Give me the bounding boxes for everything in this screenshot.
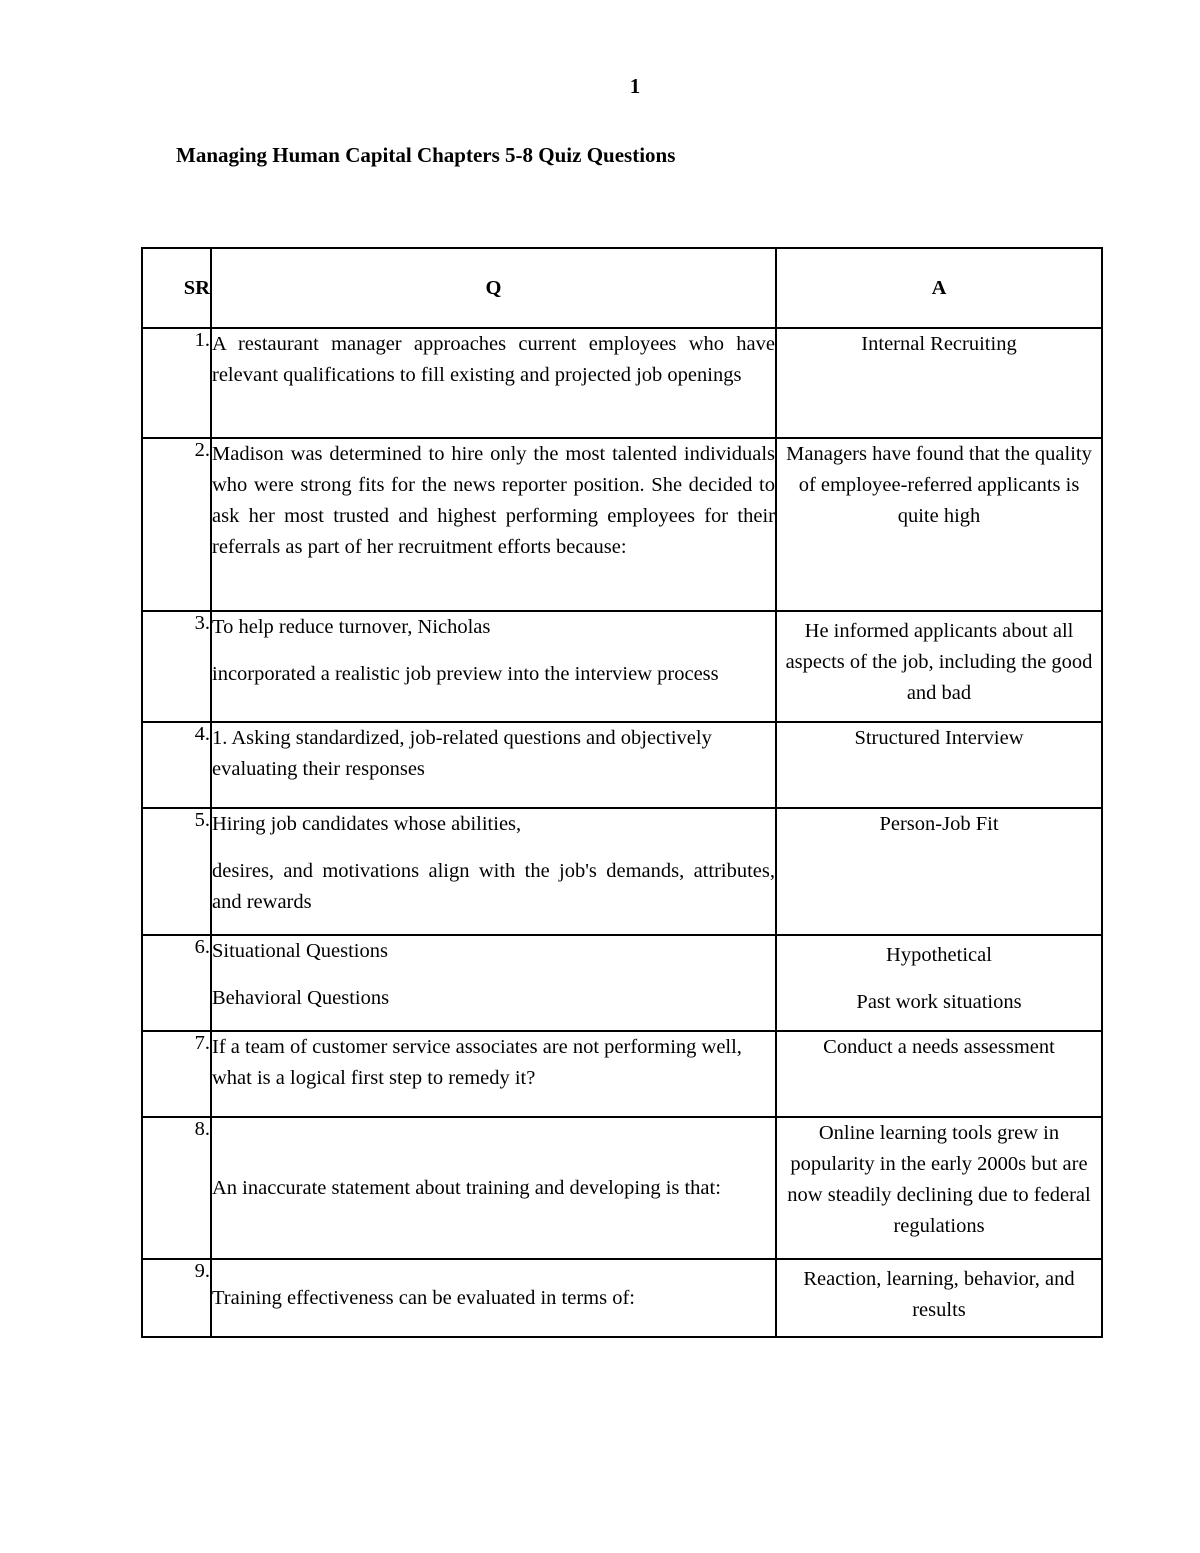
question-cell bbox=[211, 722, 776, 808]
answer-text: Past work situations bbox=[856, 991, 1022, 1013]
answer-text: Person-Job Fit bbox=[879, 813, 999, 835]
question-cell bbox=[211, 1117, 776, 1259]
question-cell bbox=[211, 935, 776, 1031]
answer-text: Hypothetical bbox=[886, 944, 992, 966]
table-row bbox=[142, 1259, 1102, 1337]
header-q: Q bbox=[211, 248, 776, 328]
row-number: 7. bbox=[142, 1031, 211, 1117]
question-text: Hiring job candidates whose abilities, bbox=[212, 813, 522, 835]
row-number: 6. bbox=[142, 935, 211, 1031]
row-number: 2. bbox=[142, 438, 211, 611]
header-sr: SR bbox=[142, 248, 211, 328]
answer-text: Structured Interview bbox=[854, 727, 1024, 749]
question-cell bbox=[211, 438, 776, 611]
answer-cell bbox=[776, 1259, 1102, 1337]
quiz-table bbox=[141, 247, 1103, 1338]
answer-text: Reaction, learning, behavior, and results bbox=[803, 1268, 1075, 1321]
question-text: Behavioral Questions bbox=[212, 987, 390, 1009]
question-text: Situational Questions bbox=[212, 940, 388, 962]
header-a: A bbox=[776, 248, 1102, 328]
table-row bbox=[142, 808, 1102, 935]
answer-cell bbox=[776, 1117, 1102, 1259]
row-number: 1. bbox=[142, 328, 211, 438]
answer-cell bbox=[776, 1031, 1102, 1117]
question-text: incorporated a realistic job preview into the interview process bbox=[212, 663, 719, 685]
question-cell bbox=[211, 808, 776, 935]
answer-text: Online learning tools grew in popularity in the early 2000s but are now steadily declining due to federal regulations bbox=[787, 1122, 1091, 1237]
answer-cell bbox=[776, 722, 1102, 808]
row-number: 5. bbox=[142, 808, 211, 935]
question-cell bbox=[211, 328, 776, 438]
document-title: Managing Human Capital Chapters 5-8 Quiz Questions bbox=[176, 143, 676, 167]
question-text: To help reduce turnover, Nicholas bbox=[212, 616, 491, 638]
answer-cell bbox=[776, 438, 1102, 611]
answer-text: He informed applicants about all aspects of the job, including the good and bad bbox=[785, 620, 1093, 704]
answer-text: Internal Recruiting bbox=[861, 333, 1017, 355]
question-text: Madison was determined to hire only the most talented individuals who were strong fits for the news reporter position. She decided to ask her most trusted and highest performing employees for their referrals as part of her recruitment efforts because: bbox=[212, 443, 775, 558]
row-number: 8. bbox=[142, 1117, 211, 1259]
answer-cell bbox=[776, 328, 1102, 438]
question-text: 1. Asking standardized, job-related questions and objectively evaluating their responses bbox=[212, 727, 712, 780]
row-number: 9. bbox=[142, 1259, 211, 1337]
answer-text: Managers have found that the quality of employee-referred applicants is quite high bbox=[786, 443, 1092, 527]
table-header-row bbox=[142, 248, 1102, 328]
table-row bbox=[142, 722, 1102, 808]
question-cell bbox=[211, 1031, 776, 1117]
question-text: If a team of customer service associates are not performing well, what is a logical first step to remedy it? bbox=[212, 1036, 742, 1089]
question-text: An inaccurate statement about training and developing is that: bbox=[212, 1176, 721, 1199]
table-row bbox=[142, 1031, 1102, 1117]
page-number: 1 bbox=[629, 74, 641, 98]
table-row bbox=[142, 935, 1102, 1031]
question-text: A restaurant manager approaches current employees who have relevant qualifications to fill existing and projected job openings bbox=[212, 333, 775, 386]
table-row bbox=[142, 438, 1102, 611]
answer-cell bbox=[776, 935, 1102, 1031]
question-cell bbox=[211, 611, 776, 722]
row-number: 3. bbox=[142, 611, 211, 722]
answer-cell bbox=[776, 808, 1102, 935]
table-row bbox=[142, 328, 1102, 438]
answer-text: Conduct a needs assessment bbox=[823, 1036, 1055, 1058]
question-text: Training effectiveness can be evaluated in terms of: bbox=[212, 1286, 635, 1309]
table-row bbox=[142, 611, 1102, 722]
question-cell bbox=[211, 1259, 776, 1337]
question-text: desires, and motivations align with the job's demands, attributes, and rewards bbox=[212, 860, 775, 913]
answer-cell bbox=[776, 611, 1102, 722]
table-row bbox=[142, 1117, 1102, 1259]
row-number: 4. bbox=[142, 722, 211, 808]
